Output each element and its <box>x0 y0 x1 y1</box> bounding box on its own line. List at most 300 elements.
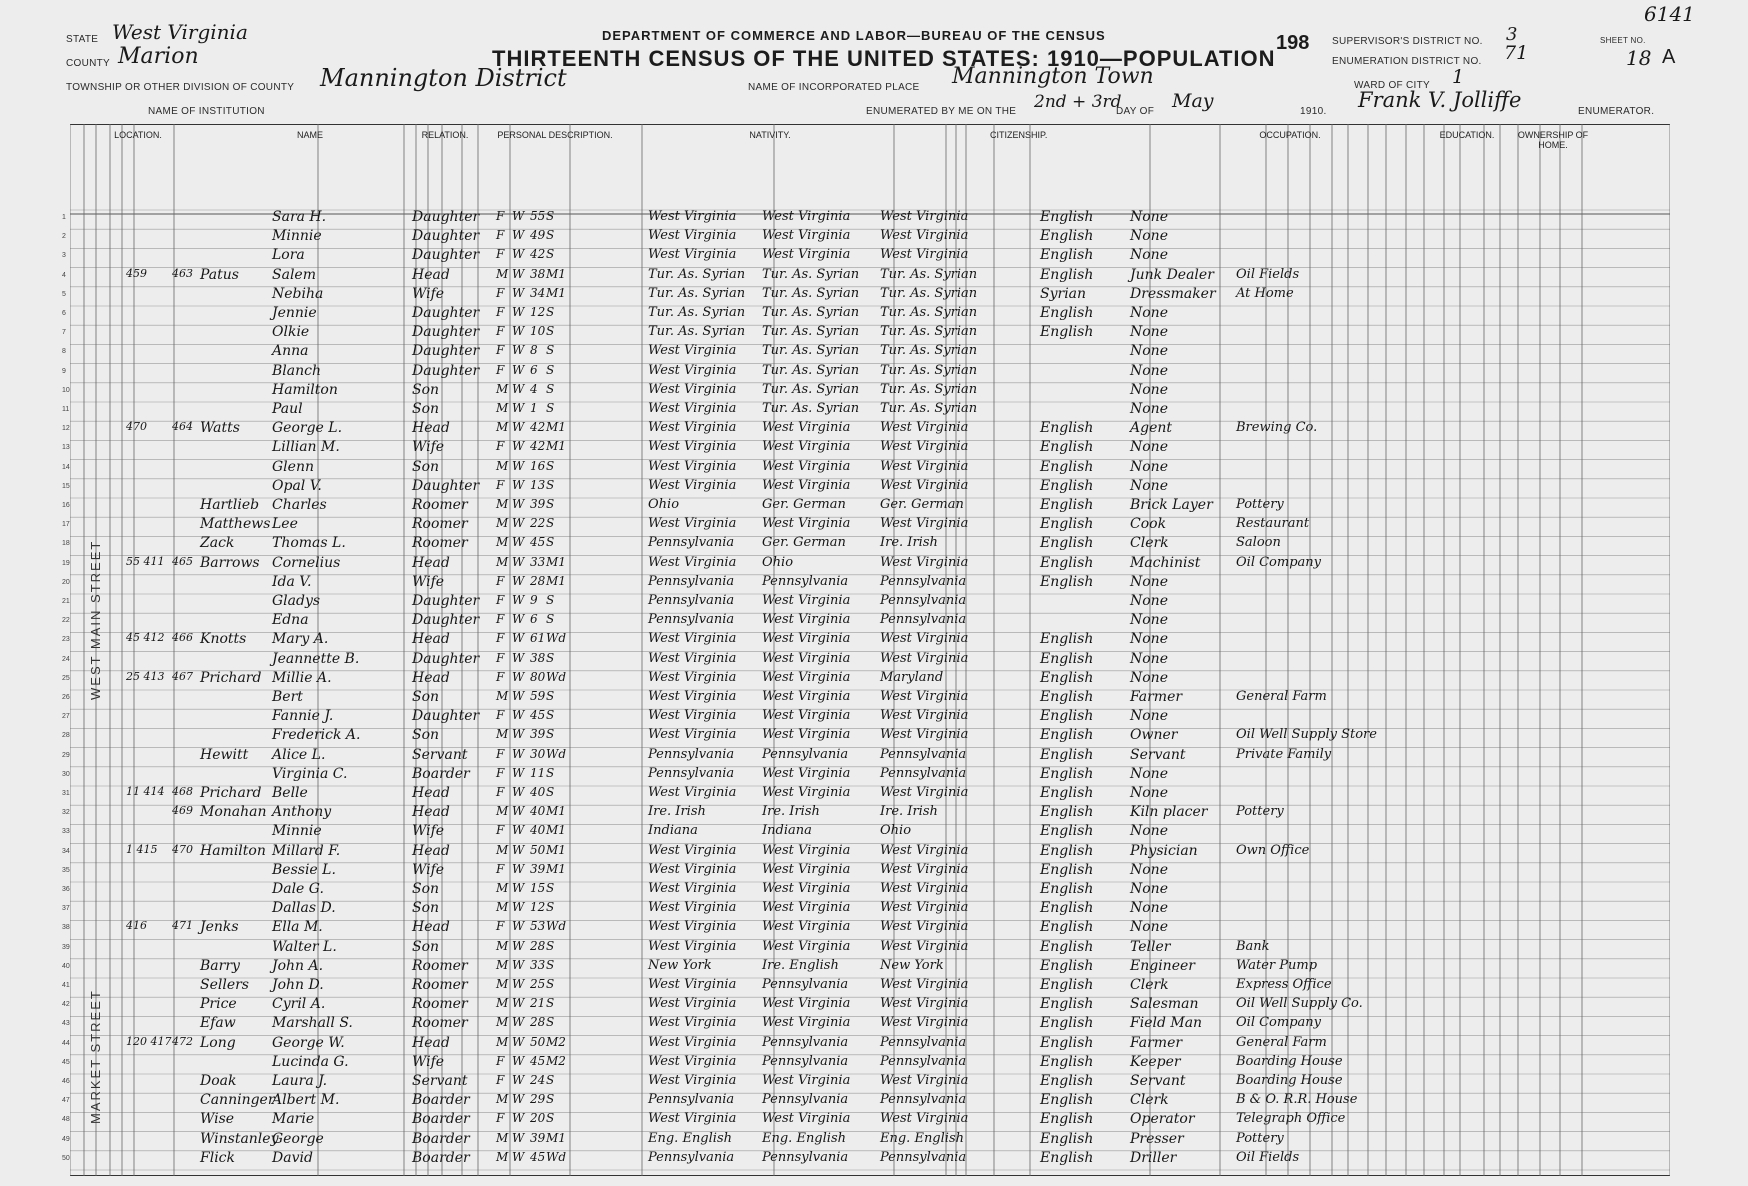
cell-age: 50 <box>530 1034 546 1049</box>
cell-relation: Daughter <box>412 343 480 360</box>
cell-father: West Virginia <box>762 938 851 954</box>
cell-mother: Pennsylvania <box>880 612 967 628</box>
cell-father: Ger. German <box>762 535 846 551</box>
cell-sex: F <box>496 439 505 454</box>
cell-trade: None <box>1130 785 1168 801</box>
cell-industry: Water Pump <box>1236 957 1318 973</box>
cell-surname: Efaw <box>200 1015 236 1032</box>
cell-relation: Servant <box>412 746 468 763</box>
cell-trade: None <box>1130 765 1168 782</box>
cell-relation: Wife <box>412 285 445 302</box>
cell-relation: Son <box>412 458 440 475</box>
corner-number: 6141 <box>1644 2 1695 26</box>
cell-surname: Winstanley <box>200 1130 279 1147</box>
cell-birth: West Virginia <box>648 343 737 359</box>
market-street-label: MARKET STREET <box>88 989 103 1124</box>
cell-mother: West Virginia <box>880 554 969 570</box>
township-label: TOWNSHIP OR OTHER DIVISION OF COUNTY <box>66 82 295 93</box>
cell-given: Millie A. <box>272 669 332 686</box>
cell-sex: F <box>496 1111 505 1126</box>
cell-trade: None <box>1130 612 1168 629</box>
cell-race: W <box>512 439 525 454</box>
cell-birth: West Virginia <box>648 1111 737 1127</box>
cell-marital: S <box>546 727 555 742</box>
row-number: 30 <box>62 770 70 778</box>
cell-sex: F <box>496 593 505 607</box>
cell-given: Opal V. <box>272 477 322 494</box>
cell-birth: Tur. As. Syrian <box>648 324 746 340</box>
cell-given: Minnie <box>272 228 322 245</box>
col-personal: PERSONAL DESCRIPTION. <box>497 130 613 140</box>
cell-marital: Wd <box>546 919 567 934</box>
row-number: 6 <box>62 310 66 317</box>
cell-marital: S <box>546 593 555 607</box>
cell-marital: S <box>546 1092 555 1107</box>
cell-trade: Teller <box>1130 938 1171 955</box>
cell-trade: None <box>1130 458 1168 475</box>
cell-marital: S <box>546 228 555 243</box>
cell-mother: West Virginia <box>880 1015 969 1031</box>
cell-sex: F <box>496 209 505 223</box>
cell-father: Pennsylvania <box>762 1053 849 1069</box>
row-number: 40 <box>62 962 70 970</box>
cell-trade: Cook <box>1130 516 1167 533</box>
cell-given: Charles <box>272 497 327 513</box>
cell-birth: West Virginia <box>648 708 737 724</box>
cell-trade: Machinist <box>1130 554 1201 571</box>
cell-father: Ire. English <box>762 957 839 973</box>
cell-birth: Pennsylvania <box>648 765 735 781</box>
cell-lang: English <box>1040 573 1094 590</box>
row-number: 24 <box>62 655 70 663</box>
cell-mother: West Virginia <box>880 919 969 935</box>
cell-marital: S <box>546 516 555 531</box>
cell-family: 470 <box>172 842 193 856</box>
cell-given: Belle <box>272 785 308 801</box>
cell-birth: West Virginia <box>648 919 737 935</box>
cell-marital: M2 <box>546 1034 566 1049</box>
cell-age: 12 <box>530 305 546 319</box>
state-label: STATE <box>66 34 99 45</box>
cell-relation: Boarder <box>412 1092 470 1109</box>
cell-marital: S <box>546 477 555 492</box>
census-year: 1910. <box>1300 106 1327 117</box>
cell-age: 80 <box>530 669 546 684</box>
cell-relation: Daughter <box>412 612 480 629</box>
cell-mother: Ger. German <box>880 497 964 512</box>
cell-given: Bert <box>272 689 303 705</box>
cell-surname: Canninger <box>200 1092 275 1109</box>
row-number: 11 <box>62 406 70 413</box>
row-number: 7 <box>62 329 66 337</box>
cell-given: Ida V. <box>272 573 312 590</box>
cell-given: Anthony <box>272 804 332 821</box>
cell-birth: West Virginia <box>648 420 737 436</box>
cell-race: W <box>512 861 525 876</box>
cell-age: 12 <box>530 900 546 915</box>
cell-marital: S <box>546 957 555 972</box>
cell-lang: English <box>1040 746 1094 763</box>
cell-birth: West Virginia <box>648 1034 737 1050</box>
cell-sex: M <box>496 401 509 415</box>
cell-lang: English <box>1040 535 1094 552</box>
cell-given: Anna <box>272 343 309 360</box>
enum-district-value: 71 <box>1504 42 1529 64</box>
cell-sex: F <box>496 247 505 262</box>
cell-relation: Daughter <box>412 593 480 609</box>
cell-mother: New York <box>880 957 944 973</box>
west-main-street-label: WEST MAIN STREET <box>88 539 103 700</box>
cell-age: 38 <box>530 650 546 665</box>
cell-lang: English <box>1040 477 1094 494</box>
cell-lang: English <box>1040 1073 1094 1089</box>
cell-sex: M <box>496 420 509 435</box>
cell-sex: F <box>496 1073 505 1087</box>
cell-age: 16 <box>530 458 546 473</box>
cell-industry: General Farm <box>1236 689 1327 704</box>
cell-father: West Virginia <box>762 247 851 263</box>
cell-relation: Wife <box>412 573 445 590</box>
cell-race: W <box>512 381 525 396</box>
row-number: 12 <box>62 425 70 433</box>
cell-age: 9 <box>530 593 538 607</box>
cell-father: Tur. As. Syrian <box>762 285 860 301</box>
cell-lang: English <box>1040 458 1094 475</box>
cell-trade: None <box>1130 477 1168 494</box>
cell-trade: None <box>1130 305 1168 321</box>
cell-father: Tur. As. Syrian <box>762 381 860 397</box>
cell-sex: F <box>496 324 505 339</box>
ward-value: 1 <box>1452 66 1465 88</box>
cell-marital: S <box>546 247 555 262</box>
row-number: 34 <box>62 847 70 855</box>
cell-marital: M1 <box>546 804 566 819</box>
row-number: 39 <box>62 943 70 951</box>
cell-father: Indiana <box>762 823 812 839</box>
cell-given: Walter L. <box>272 938 337 955</box>
cell-age: 53 <box>530 919 546 934</box>
cell-mother: West Virginia <box>880 689 969 704</box>
cell-age: 45 <box>530 708 546 723</box>
cell-trade: Owner <box>1130 727 1178 744</box>
cell-given: Lucinda G. <box>272 1053 349 1070</box>
cell-dwelling: 459 <box>126 266 147 280</box>
cell-age: 42 <box>530 420 546 435</box>
cell-relation: Boarder <box>412 1111 470 1128</box>
row-number: 45 <box>62 1058 70 1066</box>
cell-trade: None <box>1130 669 1168 686</box>
cell-lang: English <box>1040 228 1094 245</box>
cell-lang: English <box>1040 497 1094 513</box>
cell-mother: Tur. As. Syrian <box>880 324 978 340</box>
cell-race: W <box>512 842 525 857</box>
cell-trade: None <box>1130 900 1168 917</box>
cell-father: West Virginia <box>762 420 851 436</box>
cell-trade: None <box>1130 708 1168 725</box>
cell-mother: West Virginia <box>880 516 969 532</box>
cell-relation: Daughter <box>412 209 480 225</box>
cell-race: W <box>512 708 525 723</box>
cell-birth: West Virginia <box>648 842 737 858</box>
cell-industry: Oil Well Supply Store <box>1236 727 1377 743</box>
row-number: 5 <box>62 290 66 298</box>
cell-birth: Pennsylvania <box>648 1092 735 1108</box>
enumerated-day: 2nd + 3rd <box>1034 92 1122 112</box>
cell-race: W <box>512 573 525 588</box>
cell-given: Fannie J. <box>272 708 334 725</box>
cell-relation: Roomer <box>412 957 468 974</box>
cell-trade: None <box>1130 631 1168 648</box>
row-number: 10 <box>62 386 70 394</box>
cell-birth: Pennsylvania <box>648 535 735 551</box>
cell-given: Nebiha <box>272 285 324 302</box>
cell-marital: M1 <box>546 1130 566 1145</box>
cell-lang: Syrian <box>1040 285 1087 302</box>
cell-age: 20 <box>530 1111 546 1126</box>
cell-industry: Saloon <box>1236 535 1281 551</box>
cell-relation: Wife <box>412 1053 445 1070</box>
cell-age: 29 <box>530 1092 546 1107</box>
cell-surname: Hamilton <box>200 842 266 859</box>
cell-race: W <box>512 1149 525 1164</box>
cell-mother: West Virginia <box>880 650 969 666</box>
cell-mother: West Virginia <box>880 439 969 455</box>
institution-label: NAME OF INSTITUTION <box>148 106 265 117</box>
cell-mother: Tur. As. Syrian <box>880 401 978 416</box>
cell-trade: None <box>1130 823 1168 840</box>
row-number: 14 <box>62 463 70 471</box>
cell-relation: Head <box>412 669 450 686</box>
cell-race: W <box>512 669 525 684</box>
cell-birth: Pennsylvania <box>648 573 735 589</box>
cell-age: 45 <box>530 535 546 550</box>
cell-father: West Virginia <box>762 996 851 1012</box>
cell-race: W <box>512 996 525 1011</box>
cell-birth: West Virginia <box>648 669 737 685</box>
row-number: 23 <box>62 636 70 644</box>
row-number: 36 <box>62 886 70 893</box>
cell-mother: West Virginia <box>880 785 969 800</box>
cell-given: Blanch <box>272 362 321 379</box>
cell-age: 42 <box>530 247 546 262</box>
cell-dwelling: 11 414 <box>126 785 165 798</box>
supervisor-value: 3 <box>1506 24 1518 45</box>
cell-relation: Daughter <box>412 477 480 494</box>
cell-father: Tur. As. Syrian <box>762 362 860 378</box>
cell-relation: Head <box>412 266 450 283</box>
row-number: 22 <box>62 617 70 625</box>
cell-age: 13 <box>530 477 546 492</box>
cell-father: Pennsylvania <box>762 977 849 992</box>
cell-mother: West Virginia <box>880 727 969 743</box>
cell-father: West Virginia <box>762 842 851 858</box>
cell-given: Marshall S. <box>272 1015 353 1032</box>
cell-mother: West Virginia <box>880 1073 969 1088</box>
cell-relation: Wife <box>412 823 445 840</box>
cell-marital: Wd <box>546 746 567 761</box>
cell-birth: New York <box>648 957 712 973</box>
cell-race: W <box>512 1092 525 1107</box>
row-number: 49 <box>62 1135 70 1143</box>
row-number: 42 <box>62 1001 70 1009</box>
cell-age: 59 <box>530 689 546 703</box>
cell-relation: Roomer <box>412 535 468 552</box>
cell-father: West Virginia <box>762 669 851 685</box>
cell-given: Jeannette B. <box>272 650 360 667</box>
cell-father: West Virginia <box>762 209 851 224</box>
cell-relation: Daughter <box>412 305 480 321</box>
cell-trade: Field Man <box>1130 1015 1203 1032</box>
cell-lang: English <box>1040 650 1094 667</box>
cell-trade: None <box>1130 343 1168 360</box>
cell-age: 39 <box>530 1130 546 1145</box>
cell-sex: F <box>496 669 505 684</box>
cell-industry: At Home <box>1236 285 1294 301</box>
cell-lang: English <box>1040 516 1094 533</box>
cell-given: George L. <box>272 420 343 437</box>
cell-father: Ire. Irish <box>762 804 820 820</box>
cell-birth: West Virginia <box>648 900 737 916</box>
cell-given: George <box>272 1130 324 1147</box>
cell-relation: Daughter <box>412 228 480 245</box>
cell-trade: Presser <box>1130 1130 1184 1147</box>
cell-marital: M1 <box>546 266 566 281</box>
cell-given: John D. <box>272 977 324 993</box>
cell-father: West Virginia <box>762 861 851 877</box>
cell-birth: Pennsylvania <box>648 612 735 628</box>
cell-age: 40 <box>530 823 546 838</box>
cell-given: David <box>272 1149 313 1166</box>
cell-trade: None <box>1130 650 1168 667</box>
cell-birth: Ire. Irish <box>648 804 706 820</box>
cell-lang: English <box>1040 669 1094 686</box>
cell-mother: Pennsylvania <box>880 746 967 762</box>
cell-race: W <box>512 477 525 492</box>
cell-trade: None <box>1130 401 1168 417</box>
cell-mother: West Virginia <box>880 247 969 263</box>
cell-father: West Virginia <box>762 708 851 724</box>
cell-birth: West Virginia <box>648 439 737 455</box>
cell-surname: Zack <box>200 535 235 552</box>
cell-race: W <box>512 228 525 243</box>
state-value: West Virginia <box>112 20 248 44</box>
cell-race: W <box>512 612 525 627</box>
cell-given: Lora <box>272 247 305 264</box>
cell-surname: Hewitt <box>200 746 249 763</box>
cell-marital: S <box>546 1073 555 1087</box>
cell-trade: Clerk <box>1130 1092 1169 1109</box>
cell-given: Thomas L. <box>272 535 346 552</box>
cell-given: Dallas D. <box>272 900 336 917</box>
cell-trade: Servant <box>1130 746 1186 763</box>
cell-marital: S <box>546 612 555 627</box>
cell-given: Minnie <box>272 823 322 840</box>
cell-industry: Oil Company <box>1236 554 1321 570</box>
enumerator-value: Frank V. Jolliffe <box>1358 88 1522 112</box>
row-number: 17 <box>62 521 70 529</box>
cell-birth: Tur. As. Syrian <box>648 285 746 301</box>
cell-marital: S <box>546 708 555 723</box>
cell-given: Frederick A. <box>272 727 361 744</box>
cell-age: 33 <box>530 554 546 569</box>
cell-surname: Prichard <box>200 785 262 801</box>
cell-mother: West Virginia <box>880 881 969 896</box>
cell-race: W <box>512 1130 525 1145</box>
cell-given: Cyril A. <box>272 996 326 1013</box>
row-number: 20 <box>62 578 70 586</box>
cell-marital: S <box>546 785 555 799</box>
place-value: Mannington Town <box>952 64 1154 89</box>
cell-birth: West Virginia <box>648 362 737 378</box>
cell-race: W <box>512 343 525 358</box>
cell-family: 468 <box>172 785 193 798</box>
day-of-label: DAY OF <box>1116 106 1155 117</box>
cell-surname: Watts <box>200 420 240 437</box>
cell-industry: Oil Company <box>1236 1015 1321 1031</box>
cell-sex: M <box>496 1015 509 1030</box>
cell-trade: None <box>1130 362 1168 379</box>
cell-marital: M2 <box>546 1053 566 1068</box>
cell-trade: Keeper <box>1130 1053 1181 1070</box>
cell-given: Edna <box>272 612 309 629</box>
cell-mother: Tur. As. Syrian <box>880 343 978 359</box>
cell-father: West Virginia <box>762 516 851 532</box>
cell-industry: Pottery <box>1236 1130 1284 1146</box>
supervisor-label: SUPERVISOR'S DISTRICT NO. <box>1332 36 1483 47</box>
cell-mother: West Virginia <box>880 996 969 1012</box>
col-location: LOCATION. <box>114 130 162 140</box>
row-number: 46 <box>62 1078 70 1085</box>
cell-trade: Dressmaker <box>1130 285 1216 302</box>
row-number: 43 <box>62 1020 70 1028</box>
cell-sex: F <box>496 861 505 876</box>
cell-father: Pennsylvania <box>762 1092 849 1108</box>
cell-marital: M1 <box>546 285 566 300</box>
cell-given: Ella M. <box>272 919 323 936</box>
cell-birth: West Virginia <box>648 1073 737 1088</box>
cell-age: 28 <box>530 938 546 953</box>
stamp-number: 198 <box>1276 32 1310 54</box>
cell-relation: Head <box>412 631 450 648</box>
cell-given: Cornelius <box>272 554 341 571</box>
cell-marital: S <box>546 996 555 1011</box>
row-number: 4 <box>62 271 66 279</box>
cell-race: W <box>512 324 525 339</box>
cell-surname: Knotts <box>200 631 247 648</box>
cell-trade: None <box>1130 439 1168 456</box>
cell-birth: West Virginia <box>648 458 737 474</box>
cell-sex: M <box>496 1149 509 1164</box>
cell-sex: M <box>496 535 509 550</box>
cell-surname: Matthews <box>200 516 271 533</box>
cell-relation: Son <box>412 938 440 955</box>
cell-birth: West Virginia <box>648 785 737 800</box>
cell-father: Tur. As. Syrian <box>762 324 860 340</box>
row-number: 19 <box>62 559 70 567</box>
cell-industry: Boarding House <box>1236 1053 1343 1069</box>
row-number: 3 <box>62 252 66 260</box>
cell-given: Dale G. <box>272 881 324 897</box>
cell-race: W <box>512 1034 525 1049</box>
cell-birth: West Virginia <box>648 209 737 224</box>
cell-trade: None <box>1130 573 1168 590</box>
cell-lang: English <box>1040 765 1094 782</box>
cell-sex: M <box>496 497 509 511</box>
col-citizenship: CITIZENSHIP. <box>990 130 1048 140</box>
cell-mother: Ohio <box>880 823 912 839</box>
cell-birth: West Virginia <box>648 996 737 1012</box>
cell-age: 55 <box>530 209 546 223</box>
